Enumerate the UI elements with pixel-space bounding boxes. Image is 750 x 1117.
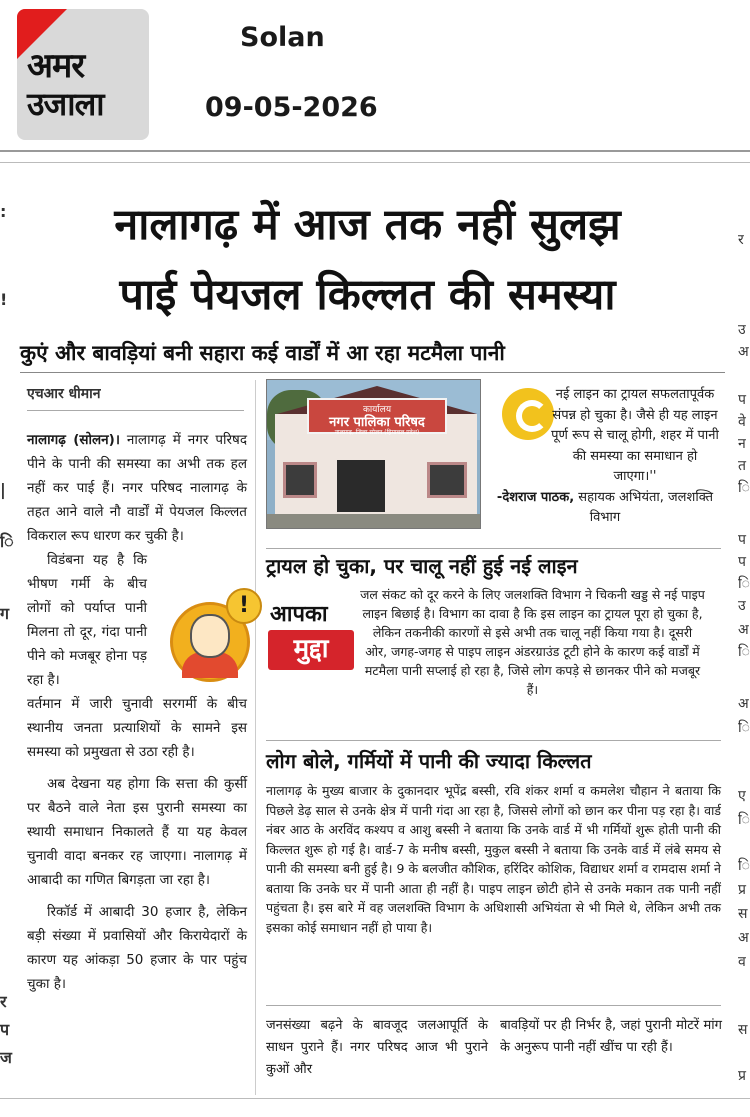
edge-fragment: स — [738, 906, 748, 922]
paragraph-1 — [27, 428, 247, 548]
subheadline-divider — [20, 372, 725, 373]
edge-fragment: र — [738, 232, 744, 248]
edge-fragment: प — [0, 1020, 10, 1039]
edge-fragment: | — [0, 480, 6, 499]
quote-attribution — [490, 488, 720, 529]
aapka-mudda-badge — [170, 584, 360, 694]
section-1-divider — [266, 548, 721, 549]
municipal-council-office-photo — [266, 379, 481, 529]
edge-fragment: न — [738, 436, 746, 452]
paragraph-1-text: नालागढ़ में नगर परिषद पीने के पानी की समस्या का अभी तक हल नहीं कर पाई हैं। नगर परिषद नालागढ़ के तहत आने वाले नौ वार्डों में पेयजल किल्लत विकराल रूप धारण कर चुकी है। — [27, 432, 248, 544]
signboard-main-text: नगर पालिका परिषद — [329, 415, 425, 430]
article-byline: एचआर धीमान — [27, 386, 101, 402]
edition-date: 09-05-2026 — [205, 92, 378, 123]
edge-fragment: त — [738, 458, 746, 474]
edge-fragment: ग — [0, 604, 10, 623]
edge-fragment: ि — [738, 576, 750, 592]
column-divider — [255, 380, 256, 1095]
section-2-divider — [266, 740, 721, 741]
badge-person-face — [190, 614, 230, 658]
badge-label-top: आपका — [270, 602, 328, 627]
edge-fragment: प — [738, 392, 746, 408]
section-1-body: जल संकट को दूर करने के लिए जलशक्ति विभाग ने चिकनी खड्ड से नई पाइप लाइन बिछाई है। विभाग का दावा है कि इस लाइन का ट्रायल पूरा हो चुका है, लेकिन तकनीकी कारणों से इसे अभी तक चालू नहीं किया गया है। दूसरी ओर, जगह-जगह से पाइप लाइन अंडरग्राउंड टूटी होने के कारण कई वार्डों में मटमैला पानी सप्लाई हो रहा है, जिसे लोग कपड़े से छानकर पीने को मजबूर हैं। — [360, 587, 705, 697]
photo-window-left — [283, 462, 317, 498]
edge-fragment: उ — [738, 322, 746, 338]
section-2-title: लोग बोले, गर्मियों में पानी की ज्यादा किल्लत — [266, 749, 592, 773]
edge-fragment: स — [738, 1022, 748, 1038]
photo-window-right — [427, 462, 467, 498]
edge-fragment: व — [738, 954, 746, 970]
edge-fragment: प्र — [738, 882, 746, 898]
paragraph-2-narrow: विडंबना यह है कि भीषण गर्मी के बीच लोगों को पर्याप्त पानी मिलना तो दूर, गंदा पानी पीने को मजबूर होना पड़ रहा है। — [27, 552, 147, 688]
paragraph-3: अब देखना यह होगा कि सत्ता की कुर्सी पर बैठने वाले नेता इस पुरानी समस्या का स्थायी समाधान निकालते हैं या यह केवल चुनावी वादा बनकर रह जाएगा। नालागढ़ में आबादी का गणित बिगड़ता जा रहा है। — [27, 776, 247, 888]
edge-fragment: ि — [738, 858, 750, 874]
quote-author: -देशराज पाठक, — [496, 489, 575, 505]
section-2-body: नालागढ़ के मुख्य बाजार के दुकानदार भूपेंद्र बस्सी, रवि शंकर शर्मा व कमलेश चौहान ने बताया कि पिछले डेढ़ साल से उनके क्षेत्र में पानी गंदा आ रहा है, जिससे लोगों को छान कर पीना पड़ रहा है। वार्ड नंबर आठ के अरविंद कश्यप व आशु बस्सी ने बताया कि उनके वार्ड में भी गर्मियों शुरू होती पानी की किल्लत शुरू हो गई है। वार्ड-7 के मनीष बस्सी, मुकुल बस्सी ने बताया कि उनके वार्ड में लंबे समय से पानी की समस्या बनी हुई है। 9 के बलजीत कौशिक, हरिंदिर कोशिक, विद्याधर शर्मा व रामदास शर्मा ने बताया कि उनके घर में पानी आता ही नहीं है। पाइप लाइन छोटी होने से उनके मकान तक पानी नहीं पहुंचता है। इस बारे में वह जलशक्ति विभाग के अधिशासी अभियंता से भी मिले थे, लेकिन अभी तक इसका कोई समाधान नहीं हो पाया है। — [266, 783, 721, 935]
byline-divider — [27, 410, 244, 411]
edge-fragment: प — [738, 554, 746, 570]
photo-signboard — [307, 398, 447, 434]
quote-designation: सहायक अभियंता, जलशक्ति विभाग — [578, 489, 714, 525]
edge-fragment: अ — [738, 344, 749, 360]
edge-fragment: प्र — [738, 1068, 746, 1084]
signboard-sub-text: नालागढ़, जिला सोलन (हिमाचल प्रदेश) — [334, 429, 420, 436]
edge-fragment: वे — [738, 414, 746, 430]
bottom-column-1: जनसंख्या बढ़ने के बावजूद जलआपूर्ति के साधन पुराने हैं। नगर परिषद आज भी पुराने कुओं और — [266, 1018, 488, 1077]
edge-fragment: अ — [738, 696, 749, 712]
bottom-column-2: बावड़ियों पर ही निर्भर है, जहां पुरानी मोटरें मांग के अनुरूप पानी नहीं खींच पा रही हैं। — [500, 1018, 722, 1055]
header-divider — [0, 150, 750, 152]
edge-fragment: प — [738, 532, 746, 548]
headline-line1: नालागढ़ में आज तक नहीं सुलझ — [114, 200, 621, 250]
paragraph-4: रिकॉर्ड में आबादी 30 हजार है, लेकिन बड़ी संख्या में प्रवासियों और किरायेदारों के कारण यह आंकड़ा 50 हजार के पार पहुंच चुका है। — [27, 904, 247, 992]
header-divider-thin — [0, 162, 750, 163]
edge-fragment: ि — [738, 480, 750, 496]
edge-fragment: उ — [738, 598, 746, 614]
edge-fragment: ए — [738, 788, 746, 804]
edge-fragment: ि — [738, 812, 750, 828]
page-bottom-divider — [0, 1098, 750, 1099]
edge-fragment: ! — [0, 290, 8, 309]
edge-fragment: ि — [738, 644, 750, 660]
edge-fragment: : — [0, 202, 7, 221]
edition-city: Solan — [240, 22, 325, 53]
dateline: नालागढ़ (सोलन)। — [27, 432, 120, 448]
badge-label-bottom: मुद्दा — [268, 630, 354, 670]
exclamation-icon: ! — [226, 588, 262, 624]
photo-ground — [267, 514, 480, 529]
section-1-title: ट्रायल हो चुका, पर चालू नहीं हुई नई लाइन — [266, 554, 578, 578]
edge-fragment: ि — [0, 532, 14, 551]
paragraph-2-rest: वर्तमान में जारी चुनावी सरगर्मी के बीच स्थानीय जनता प्रत्याशियों के सामने इस समस्या को प्रमुखता से उठा रही है। — [27, 696, 247, 760]
section-3-divider — [266, 1005, 721, 1006]
photo-door — [337, 460, 385, 512]
edge-fragment: ज — [0, 1048, 12, 1067]
edge-fragment: ि — [738, 720, 750, 736]
headline-line2: पाई पेयजल किल्लत की समस्या — [119, 270, 616, 320]
edge-fragment: अ — [738, 930, 749, 946]
logo-text-line2: उजाला — [27, 85, 104, 123]
newspaper-header — [0, 0, 750, 150]
edge-fragment: र — [0, 992, 7, 1011]
article-subheadline: कुएं और बावड़ियां बनी सहारा कई वार्डों में आ रहा मटमैला पानी — [20, 341, 505, 365]
right-edge-fragments — [738, 230, 750, 1110]
official-quote — [490, 385, 720, 529]
signboard-top-text: कार्यालय — [362, 405, 392, 415]
edge-fragment: अ — [738, 622, 749, 638]
logo-text-line1: अमर — [27, 46, 85, 86]
article-headline — [0, 190, 735, 330]
quote-text: नई लाइन का ट्रायल सफलतापूर्वक संपन्न हो चुका है। जैसे ही यह लाइन पूर्ण रूप से चालू होगी, शहर में पानी की समस्या का समाधान हो जाएगा।'' — [551, 387, 719, 484]
left-column-text — [27, 428, 247, 996]
amar-ujala-logo — [17, 9, 149, 140]
